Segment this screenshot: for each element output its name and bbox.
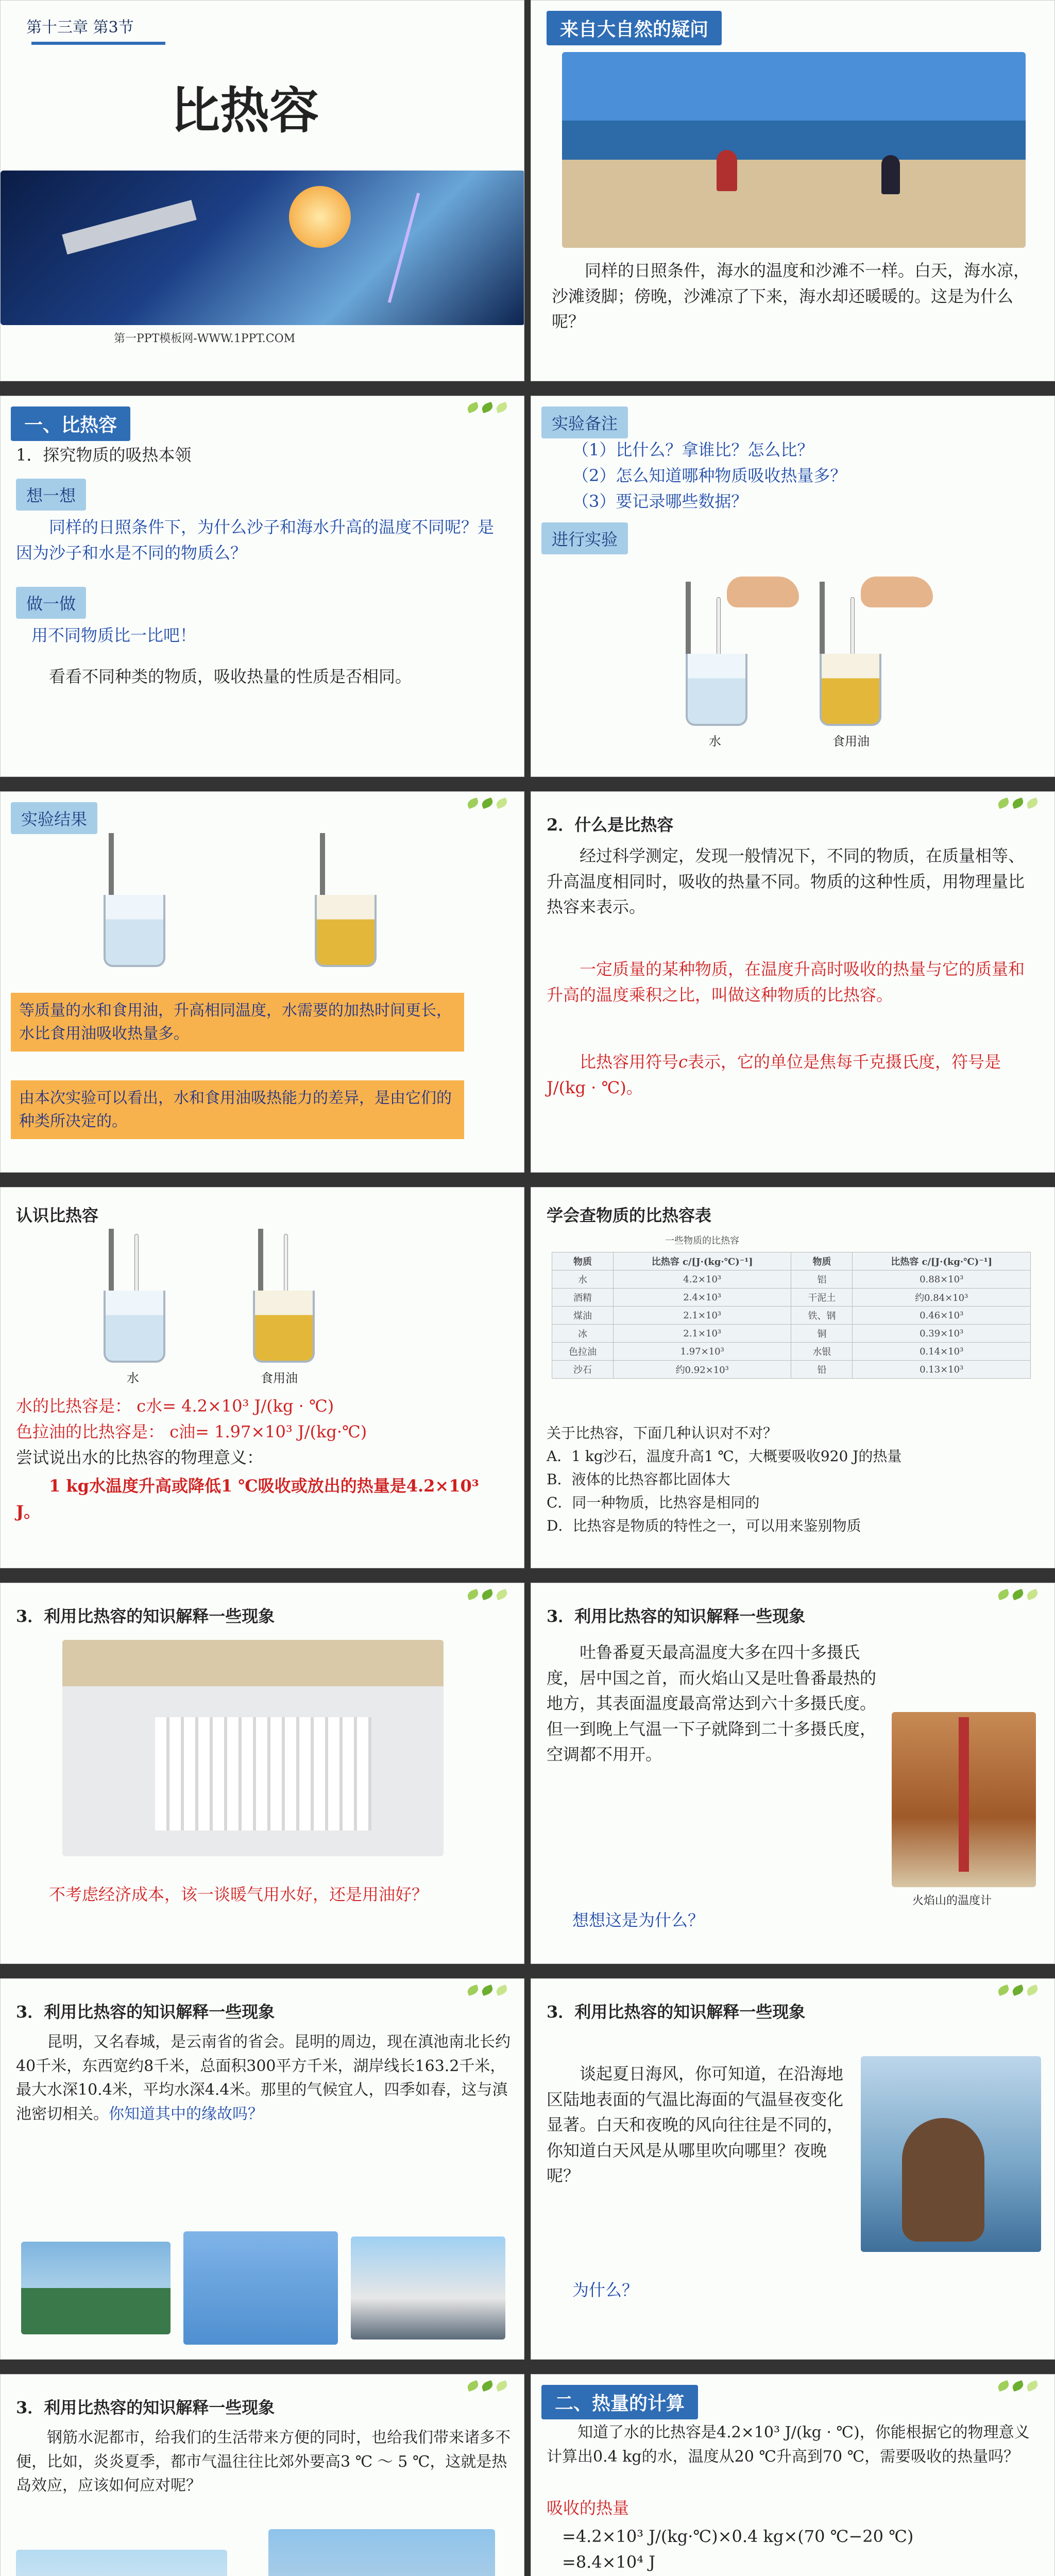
calc-line-2: =8.4×10⁴ J	[562, 2552, 656, 2572]
slide-title	[0, 0, 524, 381]
section-tag: 一、比热容	[11, 406, 130, 441]
table-cell: 水银	[791, 1343, 853, 1361]
beach-photo	[562, 52, 1026, 248]
table-header-cell: 物质	[552, 1252, 614, 1270]
slide-heading: 认识比热容	[16, 1206, 99, 1225]
table-cell: 酒精	[552, 1289, 614, 1307]
slide-heading: 3．利用比热容的知识解释一些现象	[16, 2398, 275, 2417]
question-text: 关于比热容，下面几种认识对不对？	[547, 1425, 778, 1442]
beaker-water	[104, 1291, 165, 1363]
body-text: 钢筋水泥都市，给我们的生活带来方便的同时，也给我们带来诸多不便，比如，炎炎夏季，都市气温往往比郊外要高3 ℃ ～ 5 ℃，这就是热岛效应，应该如何应对呢？	[16, 2429, 511, 2495]
slide-what-is-specific-heat	[531, 791, 1055, 1173]
leaf-decoration	[467, 1590, 514, 1608]
kunming-question: 你知道其中的缘故吗？	[109, 2105, 263, 2123]
do-label: 做一做	[16, 587, 86, 619]
slide-heading: 3．利用比热容的知识解释一些现象	[16, 1606, 275, 1626]
beaker-water	[104, 895, 165, 967]
green-park-photo	[16, 2550, 227, 2576]
problem-text: 知道了水的比热容是4.2×10³ J/(kg · ℃)，你能根据它的物理意义计算出0.4 kg的水，温度从20 ℃升高到70 ℃，需要吸收的热量吗？	[547, 2424, 1030, 2466]
hand-right	[861, 577, 933, 607]
slide-heading: 3．利用比热容的知识解释一些现象	[547, 1606, 806, 1626]
table-cell: 煤油	[552, 1307, 614, 1325]
table-cell: 0.39×10³	[853, 1325, 1031, 1343]
table-cell: 铁、钢	[791, 1307, 853, 1325]
think-label: 想一想	[16, 479, 86, 511]
slide-explore	[0, 396, 524, 777]
slide-heat-island	[0, 2374, 524, 2576]
meaning-text: 1 kg水温度升高或降低1 ℃吸收或放出的热量是4.2×10³ J。	[16, 1476, 479, 1521]
slide-heading: 学会查物质的比热容表	[547, 1206, 712, 1225]
title-rule	[31, 42, 165, 45]
question-1: （1）比什么？拿谁比？怎么比？	[572, 440, 814, 460]
body-text	[16, 2030, 511, 2126]
table-header-row	[552, 1252, 1031, 1270]
slide-heading: 3．利用比热容的知识解释一些现象	[16, 2002, 275, 2022]
label-oil: 食用油	[261, 1371, 298, 1385]
table-cell: 铜	[791, 1325, 853, 1343]
lakeside-people-photo	[351, 2236, 505, 2340]
paragraph-3	[547, 1049, 1036, 1100]
body-text: 吐鲁番夏天最高温度大多在四十多摄氏度，居中国之首，而火焰山又是吐鲁番最热的地方，其表面温度最高常达到六十多摄氏度。但一到晚上气温一下子就降到二十多摄氏度，空调都不用开。	[547, 1642, 877, 1765]
slide-results	[0, 791, 524, 1173]
table-cell: 干泥土	[791, 1289, 853, 1307]
table-cell: 0.13×10³	[853, 1361, 1031, 1379]
symbol-c: c	[678, 1052, 688, 1072]
option-b: B．液体的比热容都比固体大	[547, 1471, 730, 1488]
result-box-1: 等质量的水和食用油，升高相同温度，水需要的加热时间更长，水比食用油吸收热量多。	[11, 993, 464, 1052]
label-water: 水	[709, 734, 721, 749]
leaf-decoration	[467, 1986, 514, 2004]
slide-kunming	[0, 1978, 524, 2360]
table-cell: 色拉油	[552, 1343, 614, 1361]
table-cell: 水	[552, 1270, 614, 1289]
absorbed-heat-label: 吸收的热量	[547, 2498, 629, 2518]
beaker-oil	[253, 1291, 315, 1363]
table-cell: 约0.84×10³	[853, 1289, 1031, 1307]
table-cell: 4.2×10³	[613, 1270, 791, 1289]
slide-heading: 3．利用比热容的知识解释一些现象	[547, 2002, 806, 2022]
table-cell: 0.88×10³	[853, 1270, 1031, 1289]
question-text: 想想这是为什么？	[572, 1910, 705, 1930]
table-title: 一些物质的比热容	[665, 1235, 739, 1246]
kunming-description: 昆明，又名春城，是云南省的省会。昆明的周边，现在滇池南北长约40千米，东西宽约8千米，总面积300平方千米，湖岸线长163.2千米，最大水深10.4米，平均水深4.4米。那里的气候宜人，四季如春，这与滇池密切相关。	[16, 2033, 511, 2123]
image-caption: 火焰山的温度计	[912, 1894, 992, 1907]
chapter-label: 第十三章 第3节	[26, 19, 134, 37]
table-row	[552, 1343, 1031, 1361]
leaf-decoration	[998, 1590, 1044, 1608]
leaf-decoration	[467, 403, 514, 421]
table-row	[552, 1325, 1031, 1343]
slide-turpan	[531, 1583, 1055, 1964]
calc-line-1: =4.2×10³ J/(kg·℃)×0.4 kg×(70 ℃−20 ℃)	[562, 2527, 914, 2546]
radiator-photo	[62, 1640, 444, 1856]
option-d: D．比热容是物质的特性之一，可以用来鉴别物质	[547, 1517, 861, 1534]
section-tag: 二、热量的计算	[541, 2385, 698, 2419]
question-3: （3）要记录哪些数据？	[572, 492, 748, 511]
body-text: 看看不同种类的物质，吸收热量的性质是否相同。	[49, 667, 412, 686]
results-label: 实验结果	[11, 802, 97, 834]
think-text: 同样的日照条件下，为什么沙子和海水升高的温度不同呢？是因为沙子和水是不同的物质么？	[16, 517, 495, 563]
table-cell: 1.97×10³	[613, 1343, 791, 1361]
leaf-decoration	[467, 2382, 514, 2399]
city-lake-photo	[268, 2529, 495, 2576]
table-header-cell: 比热容 c/[J·(kg·℃)⁻¹]	[853, 1252, 1031, 1270]
question-text: 不考虑经济成本，该一谈暖气用水好，还是用油好？	[49, 1885, 429, 1904]
unit-text: 表示，它的单位是焦每千克摄氏度，符号是J/(kg · ℃)。	[547, 1052, 1001, 1097]
table-cell: 2.1×10³	[613, 1325, 791, 1343]
slide-experiment-notes	[531, 396, 1055, 777]
table-cell: 2.4×10³	[613, 1289, 791, 1307]
beaker-water	[686, 654, 747, 726]
table-cell: 冰	[552, 1325, 614, 1343]
table-cell: 2.1×10³	[613, 1307, 791, 1325]
table-cell: 约0.92×10³	[613, 1361, 791, 1379]
hand-left	[727, 577, 799, 607]
label-water: 水	[127, 1371, 139, 1385]
space-banner-image	[1, 171, 524, 325]
question-text: 同样的日照条件，海水的温度和沙滩不一样。白天，海水凉，沙滩烫脚；傍晚，沙滩凉了下来，海水却还暖暖的。这是为什么呢？	[552, 261, 1030, 332]
windy-girl-photo	[861, 2056, 1041, 2252]
oil-specific-heat: 色拉油的比热容是： c油= 1.97×10³ J/(kg·℃)	[16, 1422, 367, 1442]
table-cell: 0.14×10³	[853, 1343, 1031, 1361]
seagulls-photo	[183, 2231, 338, 2345]
option-c: C．同一种物质，比热容是相同的	[547, 1494, 760, 1511]
leaf-decoration	[998, 799, 1044, 817]
table-row	[552, 1289, 1031, 1307]
table-cell: 沙石	[552, 1361, 614, 1379]
label-oil: 食用油	[832, 734, 870, 749]
result-box-2: 由本次实验可以看出，水和食用油吸热能力的差异，是由它们的种类所决定的。	[11, 1080, 464, 1139]
table-cell: 铝	[791, 1270, 853, 1289]
notes-label: 实验备注	[541, 406, 628, 438]
do-text: 用不同物质比一比吧！	[31, 625, 197, 645]
slide-know-specific-heat	[0, 1187, 524, 1568]
option-a: A．1 kg沙石，温度升高1 ℃，大概要吸收920 J的热量	[547, 1448, 902, 1465]
prompt-text: 尝试说出水的比热容的物理意义：	[16, 1448, 264, 1467]
flaming-mountain-photo	[892, 1712, 1036, 1887]
leaf-decoration	[467, 799, 514, 817]
specific-heat-table	[552, 1252, 1031, 1379]
experiment-label: 进行实验	[541, 522, 628, 554]
table-row	[552, 1307, 1031, 1325]
slide-heading: 2．什么是比热容	[547, 815, 674, 835]
slide-radiator	[0, 1583, 524, 1964]
table-header-cell: 物质	[791, 1252, 853, 1270]
section-tag: 来自大自然的疑问	[547, 11, 722, 45]
table-row	[552, 1361, 1031, 1379]
body-text: 谈起夏日海风，你可知道，在沿海地区陆地表面的气温比海面的气温昼夜变化显著。白天和夜晚的风向往往是不同的，你知道白天风是从哪里吹向哪里？夜晚呢？	[547, 2064, 844, 2186]
table-row	[552, 1270, 1031, 1289]
slide-lookup-table	[531, 1187, 1055, 1568]
table-cell: 铅	[791, 1361, 853, 1379]
slide-heat-calculation	[531, 2374, 1055, 2576]
slide-sea-breeze	[531, 1978, 1055, 2360]
table-cell: 0.46×10³	[853, 1307, 1031, 1325]
beaker-oil	[315, 895, 377, 967]
city-lake-photo	[21, 2242, 171, 2334]
paragraph-1: 经过科学测定，发现一般情况下，不同的物质，在质量相等、升高温度相同时，吸收的热量不同。物质的这种性质，用物理量比热容来表示。	[547, 846, 1025, 917]
item-heading: 1．探究物质的吸热本领	[16, 445, 192, 465]
table-header-cell: 比热容 c/[J·(kg·℃)⁻¹]	[613, 1252, 791, 1270]
water-specific-heat: 水的比热容是： c水= 4.2×10³ J/(kg · ℃)	[16, 1396, 334, 1416]
leaf-decoration	[998, 2382, 1044, 2399]
footer-text: 第一PPT模板网-WWW.1PPT.COM	[114, 332, 296, 345]
page-title: 比热容	[171, 81, 319, 140]
question-text: 为什么？	[572, 2280, 639, 2300]
beaker-oil	[820, 654, 881, 726]
symbol-intro: 比热容用符号	[580, 1052, 679, 1072]
definition-text: 一定质量的某种物质，在温度升高时吸收的热量与它的质量和升高的温度乘积之比，叫做这种物质的比热容。	[547, 959, 1025, 1005]
question-2: （2）怎么知道哪种物质吸收热量多？	[572, 466, 847, 485]
slide-nature-question	[531, 0, 1055, 381]
leaf-decoration	[998, 1986, 1044, 2004]
